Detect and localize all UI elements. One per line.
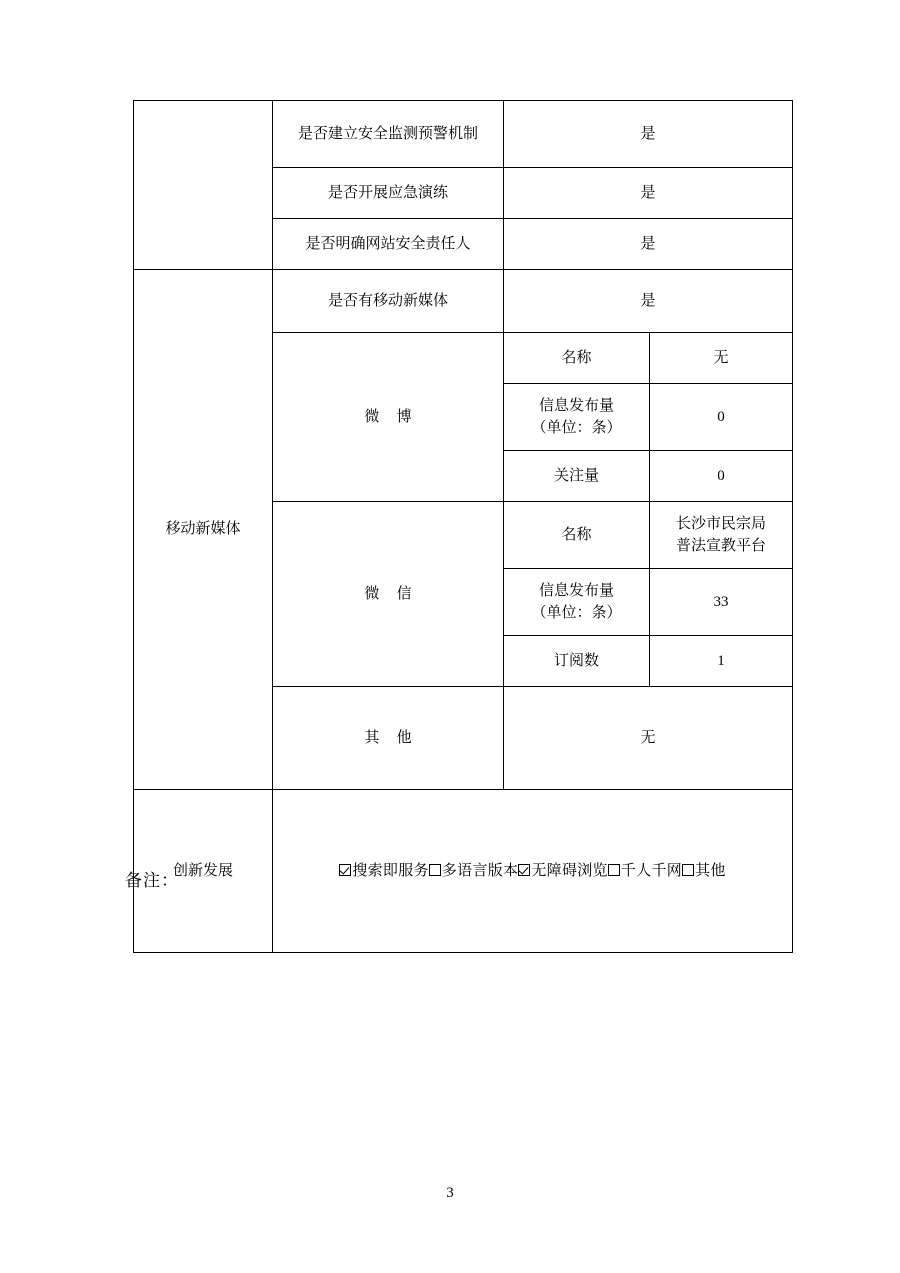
weixin-field-publish-line1: 信息发布量: [538, 582, 614, 599]
security-item-0: 是否建立安全监测预警机制: [273, 101, 504, 168]
table-row: [134, 101, 793, 168]
weixin-field-name: 名称: [504, 502, 650, 569]
weibo-field-publish: [504, 384, 650, 451]
innovation-option-2-label: 无障碍浏览: [531, 862, 608, 879]
innovation-option-0-label: 搜索即服务: [352, 862, 429, 879]
weixin-value-name: [650, 502, 793, 569]
website-report-table: [133, 100, 793, 953]
checkbox-icon[interactable]: [339, 864, 351, 876]
other-media-label: 其 他: [273, 687, 504, 790]
checkbox-icon[interactable]: [682, 864, 694, 876]
security-value-2: 是: [504, 219, 793, 270]
innovation-option-4[interactable]: [682, 863, 726, 879]
innovation-option-3-label: 千人千网: [620, 862, 683, 879]
weibo-value-publish: 0: [650, 384, 793, 451]
weibo-label: 微 博: [273, 333, 504, 502]
checkbox-icon[interactable]: [518, 864, 530, 876]
innovation-label: 创新发展: [134, 790, 273, 953]
innovation-option-4-label: 其他: [695, 862, 726, 879]
innovation-option-3[interactable]: [608, 863, 682, 879]
weixin-value-name-line2: 普法宣教平台: [676, 538, 767, 554]
weibo-field-publish-line2: （单位：条）: [531, 420, 622, 436]
security-value-1: 是: [504, 168, 793, 219]
page-number: 3: [446, 1185, 454, 1201]
mobile-media-label: 移动新媒体: [134, 270, 273, 790]
weixin-value-subscribe: 1: [650, 636, 793, 687]
checkbox-icon[interactable]: [429, 864, 441, 876]
security-value-0: 是: [504, 101, 793, 168]
weixin-field-publish-line2: （单位：条）: [531, 605, 622, 621]
innovation-checkbox-group: [277, 860, 788, 883]
security-item-1: 是否开展应急演练: [273, 168, 504, 219]
table-row: [134, 270, 793, 333]
security-item-2: 是否明确网站安全责任人: [273, 219, 504, 270]
weibo-value-follow: 0: [650, 451, 793, 502]
innovation-options-cell: [273, 790, 793, 953]
innovation-option-0[interactable]: [339, 863, 429, 879]
innovation-option-2[interactable]: [518, 863, 608, 879]
innovation-option-1[interactable]: [429, 863, 519, 879]
weixin-field-publish: [504, 569, 650, 636]
weixin-value-publish: 33: [650, 569, 793, 636]
weibo-field-publish-line1: 信息发布量: [538, 397, 614, 414]
weibo-value-name: 无: [650, 333, 793, 384]
has-mobile-media-value: 是: [504, 270, 793, 333]
other-media-value: 无: [504, 687, 793, 790]
table-row: [134, 790, 793, 953]
weixin-label: 微 信: [273, 502, 504, 687]
security-section-label: [134, 101, 273, 270]
checkbox-icon[interactable]: [608, 864, 620, 876]
remark-label: 备注：: [125, 871, 180, 890]
has-mobile-media-item: 是否有移动新媒体: [273, 270, 504, 333]
weibo-field-follow: 关注量: [504, 451, 650, 502]
weibo-field-name: 名称: [504, 333, 650, 384]
weixin-field-subscribe: 订阅数: [504, 636, 650, 687]
weixin-value-name-line1: 长沙市民宗局: [676, 515, 767, 532]
innovation-option-1-label: 多语言版本: [441, 862, 519, 879]
